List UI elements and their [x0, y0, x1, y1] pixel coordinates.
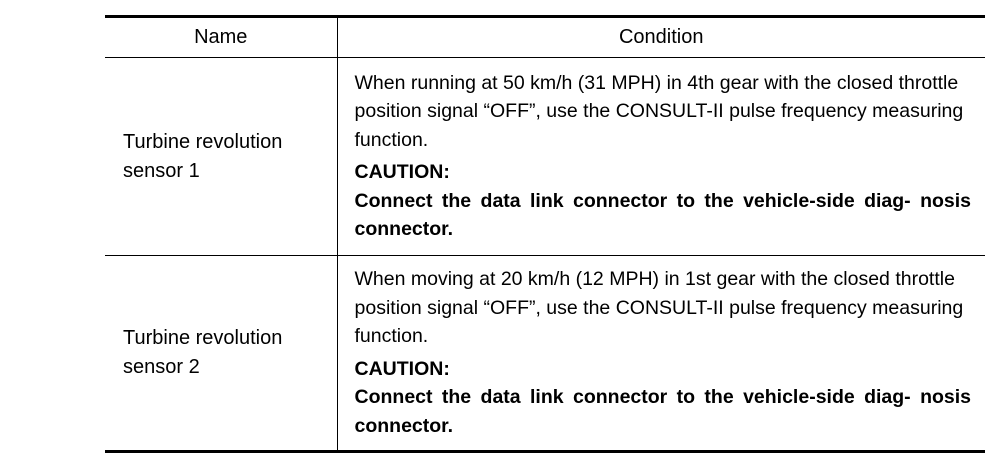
header-row [105, 17, 985, 58]
condition-text: When moving at 20 km/h (12 MPH) in 1st gear with the closed throttle position signal “OFF”, use the CONSULT-II pulse frequency measuring function. [354, 268, 964, 347]
sensor-name: Turbine revolution sensor 1 [123, 130, 283, 182]
condition-text: When running at 50 km/h (31 MPH) in 4th gear with the closed throttle position signal “OFF”, use the CONSULT-II pulse frequency measuring function. [354, 71, 964, 151]
table-body [105, 58, 985, 452]
condition-cell [337, 58, 985, 256]
sensor-condition-table [105, 15, 985, 453]
column-header-condition: Condition [337, 17, 985, 58]
table-header [105, 17, 985, 58]
caution-label: CAUTION: [354, 357, 450, 380]
table-row [105, 256, 985, 452]
caution-text: Connect the data link connector to the vehicle-side diag- nosis connector. [354, 386, 971, 437]
sensor-name-cell [105, 58, 337, 256]
sensor-name: Turbine revolution sensor 2 [123, 327, 283, 378]
caution-text: Connect the data link connector to the vehicle-side diag- nosis connector. [354, 189, 971, 240]
condition-cell [337, 256, 985, 452]
table-row [105, 58, 985, 256]
caution-label: CAUTION: [354, 161, 450, 183]
column-header-name: Name [105, 17, 337, 58]
sensor-name-cell [105, 256, 337, 452]
